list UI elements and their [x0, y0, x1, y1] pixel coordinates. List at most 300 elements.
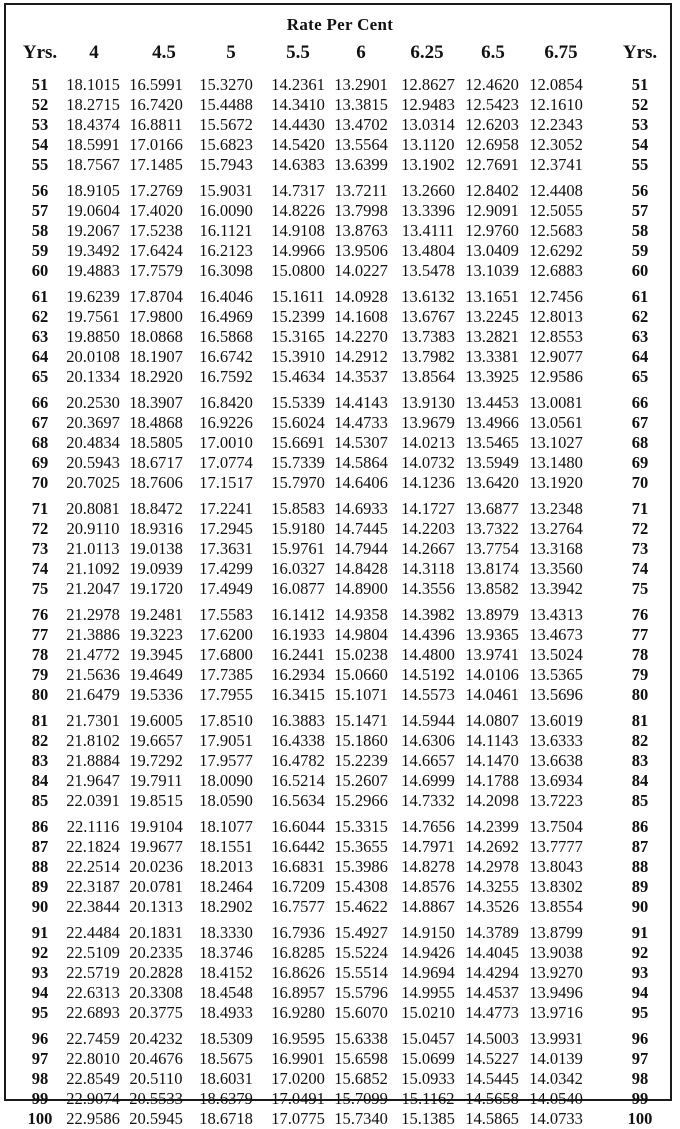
value-cell: 22.5719 — [66, 963, 120, 982]
value-cell: 12.1610 — [529, 95, 583, 114]
value-cell: 13.6019 — [529, 711, 583, 730]
value-cell: 15.3986 — [334, 857, 388, 876]
value-cell: 13.6333 — [529, 731, 583, 750]
value-cell: 22.1116 — [66, 817, 120, 836]
year-label: 66 — [31, 393, 49, 412]
value-cell: 14.6933 — [334, 499, 388, 518]
year-label-right: 97 — [631, 1049, 649, 1068]
value-cell: 14.0213 — [401, 433, 455, 452]
value-cell: 16.8957 — [271, 983, 325, 1002]
table-row — [6, 261, 674, 281]
value-cell: 16.6831 — [271, 857, 325, 876]
year-label-right: 88 — [631, 857, 649, 876]
value-cell: 13.9506 — [334, 241, 388, 260]
value-cell: 13.3560 — [529, 559, 583, 578]
value-cell: 14.8278 — [401, 857, 455, 876]
header-rate: 5.5 — [286, 42, 310, 63]
table-row — [6, 473, 674, 493]
value-cell: 13.6877 — [465, 499, 519, 518]
value-cell: 15.6070 — [334, 1003, 388, 1022]
value-cell: 12.8553 — [529, 327, 583, 346]
year-label-right: 84 — [631, 771, 649, 790]
value-cell: 14.5420 — [271, 135, 325, 154]
value-cell: 20.3775 — [129, 1003, 183, 1022]
value-cell: 14.4396 — [401, 625, 455, 644]
value-cell: 14.5445 — [465, 1069, 519, 1088]
value-cell: 20.9110 — [66, 519, 120, 538]
value-cell: 13.0409 — [465, 241, 519, 260]
table-row — [6, 665, 674, 685]
value-cell: 18.2464 — [199, 877, 253, 896]
value-cell: 21.2978 — [66, 605, 120, 624]
value-cell: 14.2667 — [401, 539, 455, 558]
value-cell: 15.5224 — [334, 943, 388, 962]
year-label: 79 — [31, 665, 49, 684]
table-row — [6, 791, 674, 811]
value-cell: 13.5696 — [529, 685, 583, 704]
table-row — [6, 877, 674, 897]
value-cell: 18.3907 — [129, 393, 183, 412]
value-cell: 20.5945 — [129, 1109, 183, 1128]
header-rate: 6.5 — [481, 42, 505, 63]
year-label-right: 93 — [631, 963, 649, 982]
value-cell: 19.6005 — [129, 711, 183, 730]
table-row — [6, 897, 674, 917]
value-cell: 14.7445 — [334, 519, 388, 538]
header-rate: 5 — [226, 42, 236, 63]
value-cell: 13.9496 — [529, 983, 583, 1002]
value-cell: 14.5307 — [334, 433, 388, 452]
table-row — [6, 817, 674, 837]
year-label-right: 81 — [631, 711, 649, 730]
value-cell: 22.0391 — [66, 791, 120, 810]
table-row — [6, 751, 674, 771]
value-cell: 14.0461 — [465, 685, 519, 704]
value-cell: 22.6313 — [66, 983, 120, 1002]
value-cell: 17.9051 — [199, 731, 253, 750]
year-label: 76 — [31, 605, 49, 624]
value-cell: 18.4152 — [199, 963, 253, 982]
table-row — [6, 963, 674, 983]
value-cell: 17.6200 — [199, 625, 253, 644]
value-cell: 13.1039 — [465, 261, 519, 280]
table-row — [6, 923, 674, 943]
value-cell: 16.6742 — [199, 347, 253, 366]
table-row — [6, 95, 674, 115]
year-label-right: 51 — [631, 75, 649, 94]
year-label: 53 — [31, 115, 49, 134]
year-label-right: 99 — [631, 1089, 649, 1108]
value-cell: 13.8174 — [465, 559, 519, 578]
table-row — [6, 539, 674, 559]
value-cell: 12.8013 — [529, 307, 583, 326]
value-cell: 16.7209 — [271, 877, 325, 896]
value-cell: 13.2245 — [465, 307, 519, 326]
value-cell: 20.5943 — [66, 453, 120, 472]
value-cell: 13.7754 — [465, 539, 519, 558]
value-cell: 14.6999 — [401, 771, 455, 790]
value-cell: 15.4927 — [334, 923, 388, 942]
value-cell: 16.4046 — [199, 287, 253, 306]
value-cell: 22.8010 — [66, 1049, 120, 1068]
value-cell: 15.7340 — [334, 1109, 388, 1128]
value-cell: 15.6823 — [199, 135, 253, 154]
value-cell: 17.7955 — [199, 685, 253, 704]
value-cell: 15.7970 — [271, 473, 325, 492]
value-cell: 13.8302 — [529, 877, 583, 896]
value-cell: 17.6800 — [199, 645, 253, 664]
value-cell: 22.3844 — [66, 897, 120, 916]
year-label-right: 55 — [631, 155, 649, 174]
value-cell: 12.8402 — [465, 181, 519, 200]
year-label-right: 96 — [631, 1029, 649, 1048]
value-cell: 14.9955 — [401, 983, 455, 1002]
value-cell: 17.0491 — [271, 1089, 325, 1108]
value-cell: 13.7223 — [529, 791, 583, 810]
value-cell: 14.9694 — [401, 963, 455, 982]
value-cell: 17.5583 — [199, 605, 253, 624]
value-cell: 14.5865 — [465, 1109, 519, 1128]
value-cell: 15.7339 — [271, 453, 325, 472]
year-label-right: 62 — [631, 307, 649, 326]
value-cell: 14.2692 — [465, 837, 519, 856]
table-row — [6, 135, 674, 155]
header-rate: 6.75 — [544, 42, 578, 63]
year-label: 72 — [31, 519, 49, 538]
value-cell: 19.8850 — [66, 327, 120, 346]
table-row — [6, 519, 674, 539]
value-cell: 13.8043 — [529, 857, 583, 876]
value-cell: 19.6239 — [66, 287, 120, 306]
value-cell: 14.5658 — [465, 1089, 519, 1108]
value-cell: 16.3883 — [271, 711, 325, 730]
value-cell: 14.3526 — [465, 897, 519, 916]
value-cell: 13.4313 — [529, 605, 583, 624]
value-cell: 16.7577 — [271, 897, 325, 916]
value-cell: 17.5238 — [129, 221, 183, 240]
value-cell: 12.3741 — [529, 155, 583, 174]
value-cell: 20.4676 — [129, 1049, 183, 1068]
value-cell: 14.3789 — [465, 923, 519, 942]
value-cell: 14.6657 — [401, 751, 455, 770]
value-cell: 14.5003 — [465, 1029, 519, 1048]
value-cell: 13.9741 — [465, 645, 519, 664]
value-cell: 13.6132 — [401, 287, 455, 306]
value-cell: 15.6338 — [334, 1029, 388, 1048]
value-cell: 17.0010 — [199, 433, 253, 452]
value-cell: 17.8704 — [129, 287, 183, 306]
value-cell: 15.1471 — [334, 711, 388, 730]
value-cell: 18.5991 — [66, 135, 120, 154]
value-cell: 14.3982 — [401, 605, 455, 624]
year-label: 88 — [31, 857, 49, 876]
year-label-right: 87 — [631, 837, 649, 856]
value-cell: 22.5109 — [66, 943, 120, 962]
value-cell: 18.0868 — [129, 327, 183, 346]
value-cell: 12.5055 — [529, 201, 583, 220]
table-row — [6, 499, 674, 519]
value-cell: 13.2348 — [529, 499, 583, 518]
value-cell: 20.1334 — [66, 367, 120, 386]
table-row — [6, 75, 674, 95]
table-row — [6, 241, 674, 261]
value-cell: 18.9105 — [66, 181, 120, 200]
value-cell: 14.2361 — [271, 75, 325, 94]
value-cell: 21.3886 — [66, 625, 120, 644]
year-label-right: 94 — [631, 983, 649, 1002]
value-cell: 15.1071 — [334, 685, 388, 704]
value-cell: 15.3315 — [334, 817, 388, 836]
value-cell: 14.5944 — [401, 711, 455, 730]
value-cell: 14.0139 — [529, 1049, 583, 1068]
value-cell: 19.7561 — [66, 307, 120, 326]
value-cell: 13.7777 — [529, 837, 583, 856]
year-label-right: 100 — [627, 1109, 653, 1128]
value-cell: 20.2828 — [129, 963, 183, 982]
value-cell: 12.9483 — [401, 95, 455, 114]
value-cell: 17.0166 — [129, 135, 183, 154]
year-label: 99 — [31, 1089, 49, 1108]
value-cell: 13.9679 — [401, 413, 455, 432]
value-cell: 14.6306 — [401, 731, 455, 750]
value-cell: 13.5949 — [465, 453, 519, 472]
year-label: 92 — [31, 943, 49, 962]
value-cell: 15.4308 — [334, 877, 388, 896]
value-cell: 16.1933 — [271, 625, 325, 644]
year-label: 52 — [31, 95, 49, 114]
year-label-right: 79 — [631, 665, 649, 684]
value-cell: 14.1727 — [401, 499, 455, 518]
value-cell: 13.2764 — [529, 519, 583, 538]
year-label: 85 — [31, 791, 49, 810]
year-label-right: 91 — [631, 923, 649, 942]
value-cell: 14.1470 — [465, 751, 519, 770]
year-label: 65 — [31, 367, 49, 386]
year-label: 60 — [31, 261, 49, 280]
value-cell: 18.5805 — [129, 433, 183, 452]
value-cell: 18.5675 — [199, 1049, 253, 1068]
value-cell: 19.0138 — [129, 539, 183, 558]
value-cell: 15.6598 — [334, 1049, 388, 1068]
value-cell: 22.9586 — [66, 1109, 120, 1128]
value-cell: 13.4966 — [465, 413, 519, 432]
year-label: 93 — [31, 963, 49, 982]
value-cell: 12.6958 — [465, 135, 519, 154]
value-cell: 13.6638 — [529, 751, 583, 770]
value-cell: 12.4620 — [465, 75, 519, 94]
year-label-right: 73 — [631, 539, 649, 558]
value-cell: 18.4868 — [129, 413, 183, 432]
value-cell: 16.0877 — [271, 579, 325, 598]
value-cell: 16.9226 — [199, 413, 253, 432]
value-cell: 14.7332 — [401, 791, 455, 810]
year-label: 91 — [31, 923, 49, 942]
year-label-right: 67 — [631, 413, 649, 432]
value-cell: 14.8867 — [401, 897, 455, 916]
value-cell: 16.4969 — [199, 307, 253, 326]
value-cell: 14.7944 — [334, 539, 388, 558]
year-label-right: 89 — [631, 877, 649, 896]
value-cell: 19.2481 — [129, 605, 183, 624]
table-row — [6, 605, 674, 625]
value-cell: 16.0090 — [199, 201, 253, 220]
year-label: 63 — [31, 327, 49, 346]
value-cell: 18.6718 — [199, 1109, 253, 1128]
value-cell: 13.5564 — [334, 135, 388, 154]
value-cell: 15.6691 — [271, 433, 325, 452]
value-cell: 19.6657 — [129, 731, 183, 750]
value-cell: 13.9365 — [465, 625, 519, 644]
year-label-right: 61 — [631, 287, 649, 306]
value-cell: 14.5192 — [401, 665, 455, 684]
value-cell: 16.4782 — [271, 751, 325, 770]
table-row — [6, 327, 674, 347]
value-cell: 14.4800 — [401, 645, 455, 664]
year-label: 84 — [31, 771, 49, 790]
year-label: 74 — [31, 559, 49, 578]
value-cell: 13.5465 — [465, 433, 519, 452]
value-cell: 18.5309 — [199, 1029, 253, 1048]
value-cell: 22.2514 — [66, 857, 120, 876]
value-cell: 13.5024 — [529, 645, 583, 664]
value-cell: 16.4338 — [271, 731, 325, 750]
value-cell: 21.8102 — [66, 731, 120, 750]
value-cell: 15.5339 — [271, 393, 325, 412]
value-cell: 22.8549 — [66, 1069, 120, 1088]
value-cell: 21.7301 — [66, 711, 120, 730]
table-row — [6, 221, 674, 241]
value-cell: 20.3308 — [129, 983, 183, 1002]
value-cell: 17.2769 — [129, 181, 183, 200]
value-cell: 16.8811 — [129, 115, 183, 134]
value-cell: 14.8900 — [334, 579, 388, 598]
value-cell: 20.2335 — [129, 943, 183, 962]
value-cell: 16.3098 — [199, 261, 253, 280]
year-label: 98 — [31, 1069, 49, 1088]
rate-table — [4, 3, 672, 1128]
value-cell: 14.9966 — [271, 241, 325, 260]
table-row — [6, 181, 674, 201]
year-label-right: 98 — [631, 1069, 649, 1088]
value-cell: 18.4933 — [199, 1003, 253, 1022]
header-years-left: Yrs. — [22, 42, 58, 63]
value-cell: 15.4622 — [334, 897, 388, 916]
table-row — [6, 115, 674, 135]
value-cell: 16.9595 — [271, 1029, 325, 1048]
year-label-right: 66 — [631, 393, 649, 412]
value-cell: 13.9270 — [529, 963, 583, 982]
year-label: 90 — [31, 897, 49, 916]
table-row — [6, 201, 674, 221]
value-cell: 14.8428 — [334, 559, 388, 578]
year-label: 71 — [31, 499, 49, 518]
value-cell: 13.9038 — [529, 943, 583, 962]
value-cell: 15.1162 — [401, 1089, 455, 1108]
value-cell: 13.7383 — [401, 327, 455, 346]
value-cell: 20.0236 — [129, 857, 183, 876]
value-cell: 15.0210 — [401, 1003, 455, 1022]
year-label: 58 — [31, 221, 49, 240]
year-label-right: 92 — [631, 943, 649, 962]
table-row — [6, 307, 674, 327]
value-cell: 16.8420 — [199, 393, 253, 412]
value-cell: 18.6031 — [199, 1069, 253, 1088]
value-cell: 13.0081 — [529, 393, 583, 412]
value-cell: 15.7099 — [334, 1089, 388, 1108]
value-cell: 17.9577 — [199, 751, 253, 770]
value-cell: 19.5336 — [129, 685, 183, 704]
value-cell: 13.5478 — [401, 261, 455, 280]
value-cell: 14.8226 — [271, 201, 325, 220]
value-cell: 14.9108 — [271, 221, 325, 240]
year-label: 51 — [31, 75, 49, 94]
value-cell: 16.1121 — [199, 221, 253, 240]
value-cell: 15.0699 — [401, 1049, 455, 1068]
table-row — [6, 1109, 674, 1129]
value-cell: 16.3415 — [271, 685, 325, 704]
value-cell: 19.2067 — [66, 221, 120, 240]
value-cell: 19.7292 — [129, 751, 183, 770]
value-cell: 15.0933 — [401, 1069, 455, 1088]
value-cell: 14.7656 — [401, 817, 455, 836]
value-cell: 15.6852 — [334, 1069, 388, 1088]
value-cell: 17.0775 — [271, 1109, 325, 1128]
value-cell: 17.4949 — [199, 579, 253, 598]
value-cell: 13.1027 — [529, 433, 583, 452]
year-label-right: 68 — [631, 433, 649, 452]
value-cell: 14.9804 — [334, 625, 388, 644]
year-label: 56 — [31, 181, 49, 200]
value-cell: 15.4634 — [271, 367, 325, 386]
value-cell: 17.9800 — [129, 307, 183, 326]
value-cell: 18.4374 — [66, 115, 120, 134]
value-cell: 12.9760 — [465, 221, 519, 240]
table-row — [6, 625, 674, 645]
table-row — [6, 347, 674, 367]
value-cell: 15.9761 — [271, 539, 325, 558]
year-label-right: 85 — [631, 791, 649, 810]
value-cell: 13.3396 — [401, 201, 455, 220]
year-label-right: 53 — [631, 115, 649, 134]
year-label-right: 60 — [631, 261, 649, 280]
value-cell: 22.6893 — [66, 1003, 120, 1022]
year-label-right: 59 — [631, 241, 649, 260]
value-cell: 13.2821 — [465, 327, 519, 346]
value-cell: 13.2901 — [334, 75, 388, 94]
value-cell: 13.6767 — [401, 307, 455, 326]
value-cell: 15.0457 — [401, 1029, 455, 1048]
value-cell: 13.8554 — [529, 897, 583, 916]
value-cell: 13.8582 — [465, 579, 519, 598]
value-cell: 20.4834 — [66, 433, 120, 452]
year-label: 59 — [31, 241, 49, 260]
value-cell: 14.3556 — [401, 579, 455, 598]
header-years-right: Yrs. — [622, 42, 658, 63]
value-cell: 17.7579 — [129, 261, 183, 280]
year-label: 54 — [31, 135, 49, 154]
table-row — [6, 731, 674, 751]
value-cell: 16.7420 — [129, 95, 183, 114]
value-cell: 18.9316 — [129, 519, 183, 538]
value-cell: 12.6292 — [529, 241, 583, 260]
year-label: 67 — [31, 413, 49, 432]
value-cell: 14.2399 — [465, 817, 519, 836]
value-cell: 13.1480 — [529, 453, 583, 472]
year-label: 80 — [31, 685, 49, 704]
table-row — [6, 685, 674, 705]
value-cell: 14.4045 — [465, 943, 519, 962]
value-cell: 15.9031 — [199, 181, 253, 200]
